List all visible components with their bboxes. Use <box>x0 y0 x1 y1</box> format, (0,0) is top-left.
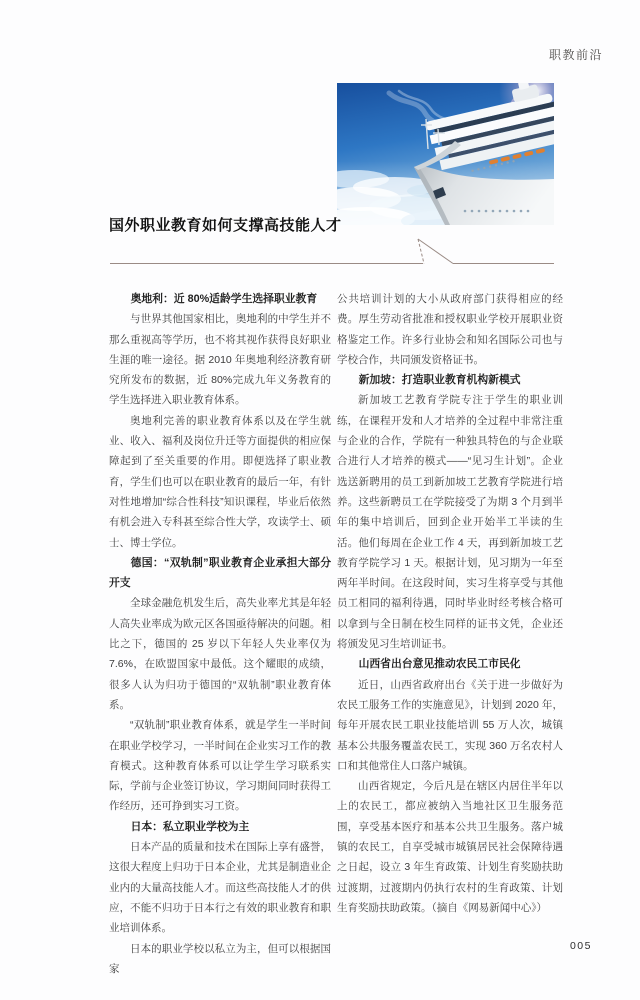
paragraph: “双轨制”职业教育体系，就是学生一半时间在职业学校学习，一半时间在企业实习工作的教育模式。这种教育体系可以让学生学习联系实际，学前与企业签订协议，学习期间同时获得工作经历，还可挣到实习工资。 <box>109 719 331 813</box>
paragraph: 全球金融危机发生后，高失业率尤其是年轻人高失业率成为欧元区各国亟待解决的问题。相比之下，德国的 25 岁以下年轻人失业率仅为 7.6%，在欧盟国家中最低。这个耀眼的成绩，很多人认为归功于德国的“双轨制”职业教育体系。 <box>109 597 331 711</box>
column-right <box>337 289 563 979</box>
section-heading-japan: 日本：私立职业学校为主 <box>130 820 250 833</box>
cruise-ship-illustration <box>337 83 554 225</box>
paragraph-continued: 公共培训计划的大小从政府部门获得相应的经费。厚生劳动省批准和授权职业学校开展职业资格鉴定工作。许多行业协会和知名国际公司也与学校合作，共同颁发资格证书。 <box>337 293 563 366</box>
column-left <box>109 289 331 979</box>
paragraph: 日本产品的质量和技术在国际上享有盛誉，这很大程度上归功于日本企业，尤其是制造业企业内的大量高技能人才。而这些高技能人才的供应，不能不归功于日本行之有效的职业教育和职业培训体系。 <box>109 841 331 935</box>
section-divider <box>108 236 558 266</box>
paragraph: 近日，山西省政府出台《关于进一步做好为农民工服务工作的实施意见》，计划到 2020 年，每年开展农民工职业技能培训 55 万人次，城镇基本公共服务覆盖农民工，实现 360 万名农村人口和其他常住人口落户城镇。 <box>337 678 563 772</box>
cruise-ship-photo <box>337 83 554 225</box>
section-heading-shanxi: 山西省出台意见推动农民工市民化 <box>358 658 521 671</box>
running-head: 职教前沿 <box>548 48 603 62</box>
paragraph: 新加坡工艺教育学院专注于学生的职业训练，在课程开发和人才培养的全过程中非常注重与企业的合作，学院有一种独具特色的与企业联合进行人才培养的模式——“见习生计划”。企业选送新聘用的员工到新加坡工艺教育学院进行培养。这些新聘员工在学院接受了为期 3 个月到半年的集中培训后，回到企业开始半工半读的生活。他们每周在企业工作 4 天，再到新加坡工艺教育学院学习 1 天。根据计划，见习期为一年至两年半时间。在这段时间，实习生将享受与其他员工相同的福利待遇，同时毕业时经考核合格可以拿到与全日制在校生同样的证书文凭，企业还将颁发见习生培训证书。 <box>337 394 563 651</box>
section-heading-singapore: 新加坡：打造职业教育机构新模式 <box>358 374 521 387</box>
article-title: 国外职业教育如何支撑高技能人才 <box>109 217 342 235</box>
section-heading-germany: 德国：“双轨制”职业教育企业承担大部分开支 <box>109 556 331 590</box>
paragraph: 奥地利完善的职业教育体系以及在学生就业、收入、福利及岗位升迁等方面提供的相应保障起到了至关重要的作用。即便选择了职业教育，学生们也可以在职业教育的最后一年，有针对性地增加“综合性科技”知识课程，毕业后依然有机会进入专科甚至综合性大学，攻读学士、硕士、博士学位。 <box>109 414 331 549</box>
section-heading-austria: 奥地利：近 80%适龄学生选择职业教育 <box>130 293 318 305</box>
paragraph: 与世界其他国家相比，奥地利的中学生并不那么重视高等学历，也不将其视作获得良好职业生涯的唯一途径。据 2010 年奥地利经济教育研究所发布的数据，近 80%完成九年义务教育的学生选择进入职业教育体系。 <box>109 313 331 407</box>
paragraph: 日本的职业学校以私立为主，但可以根据国家 <box>109 942 331 975</box>
divider-pennant-graphic <box>108 236 558 266</box>
page-number: 005 <box>569 940 592 952</box>
paragraph: 山西省规定，今后凡是在辖区内居住半年以上的农民工，都应被纳入当地社区卫生服务范围，享受基本医疗和基本公共卫生服务。落户城镇的农民工，自享受城市城镇居民社会保障待遇之日起，设立 3 年生育政策、计划生育奖励扶助过渡期，过渡期内仍执行农村的生育政策、计划生育奖励扶助政策。（摘自《网易新闻中心》） <box>337 780 563 914</box>
article-body <box>109 289 563 979</box>
